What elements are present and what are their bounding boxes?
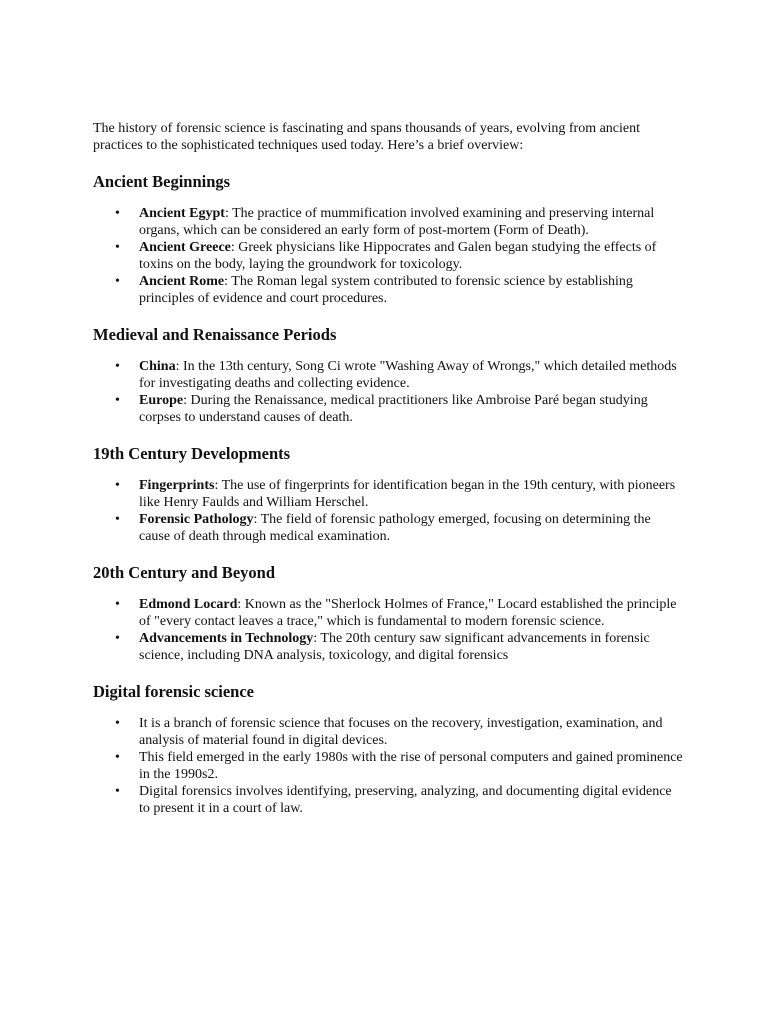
item-text: : Known as the "Sherlock Holmes of France," Locard established the principle of "every contact leaves a trace," which is fundamental to modern forensic science. xyxy=(139,597,677,629)
item-text: : The use of fingerprints for identification began in the 19th century, with pioneers like Henry Faulds and William Herschel. xyxy=(139,478,676,510)
list-item xyxy=(93,477,683,511)
list-item xyxy=(93,596,683,630)
intro-paragraph: The history of forensic science is fascinating and spans thousands of years, evolving from ancient practices to the sophisticated techniques used today. Here’s a brief overview: xyxy=(93,121,641,153)
list-item xyxy=(93,392,683,426)
document-page xyxy=(93,120,683,835)
bullet-icon: • xyxy=(115,274,120,289)
item-term: Ancient Greece xyxy=(139,240,231,255)
item-text: : Greek physicians like Hippocrates and Galen began studying the effects of toxins on the body, laying the groundwork for toxicology. xyxy=(139,240,657,272)
bullet-icon: • xyxy=(115,512,120,527)
sections-container xyxy=(93,172,683,817)
item-text: Digital forensics involves identifying, preserving, analyzing, and documenting digital evidence to present it in a court of law. xyxy=(139,784,672,816)
bullet-list xyxy=(93,205,683,307)
item-text: It is a branch of forensic science that focuses on the recovery, investigation, examination, and analysis of material found in digital devices. xyxy=(139,716,663,748)
bullet-icon: • xyxy=(115,597,120,612)
list-item xyxy=(93,273,683,307)
item-term: Ancient Egypt xyxy=(139,206,225,221)
bullet-icon: • xyxy=(115,631,120,646)
item-term: Europe xyxy=(139,393,184,408)
item-text: : The field of forensic pathology emerged, focusing on determining the cause of death through medical examination. xyxy=(139,512,651,544)
bullet-icon: • xyxy=(115,716,120,731)
item-text: : The 20th century saw significant advancements in forensic science, including DNA analysis, toxicology, and digital forensics xyxy=(139,631,650,663)
bullet-icon: • xyxy=(115,784,120,799)
section-heading: 20th Century and Beyond xyxy=(93,563,275,582)
item-text: This field emerged in the early 1980s with the rise of personal computers and gained prominence in the 1990s2. xyxy=(139,750,683,782)
item-term: Advancements in Technology xyxy=(139,631,314,646)
item-term: Edmond Locard xyxy=(139,597,238,612)
section-heading: Medieval and Renaissance Periods xyxy=(93,325,337,344)
list-item xyxy=(93,783,683,817)
item-text: : During the Renaissance, medical practitioners like Ambroise Paré began studying corpses to understand causes of death. xyxy=(139,393,648,425)
bullet-icon: • xyxy=(115,206,120,221)
list-item xyxy=(93,630,683,664)
list-item xyxy=(93,239,683,273)
list-item xyxy=(93,511,683,545)
bullet-list xyxy=(93,358,683,426)
item-text: : The Roman legal system contributed to forensic science by establishing principles of evidence and court procedures. xyxy=(139,274,633,306)
item-term: Forensic Pathology xyxy=(139,512,254,527)
item-term: Fingerprints xyxy=(139,478,215,493)
item-term: China xyxy=(139,359,176,374)
bullet-icon: • xyxy=(115,240,120,255)
bullet-icon: • xyxy=(115,750,120,765)
bullet-icon: • xyxy=(115,478,120,493)
section-heading: Digital forensic science xyxy=(93,682,254,701)
bullet-icon: • xyxy=(115,359,120,374)
section-heading: Ancient Beginnings xyxy=(93,172,231,191)
list-item xyxy=(93,205,683,239)
item-term: Ancient Rome xyxy=(139,274,225,289)
item-text: : The practice of mummification involved examining and preserving internal organs, which can be considered an early form of post-mortem (Form of Death). xyxy=(139,206,655,238)
list-item xyxy=(93,749,683,783)
list-item xyxy=(93,715,683,749)
bullet-list xyxy=(93,715,683,817)
section-heading: 19th Century Developments xyxy=(93,444,291,463)
item-text: : In the 13th century, Song Ci wrote "Washing Away of Wrongs," which detailed methods for investigating deaths and collecting evidence. xyxy=(139,359,677,391)
list-item xyxy=(93,358,683,392)
bullet-list xyxy=(93,596,683,664)
bullet-list xyxy=(93,477,683,545)
bullet-icon: • xyxy=(115,393,120,408)
